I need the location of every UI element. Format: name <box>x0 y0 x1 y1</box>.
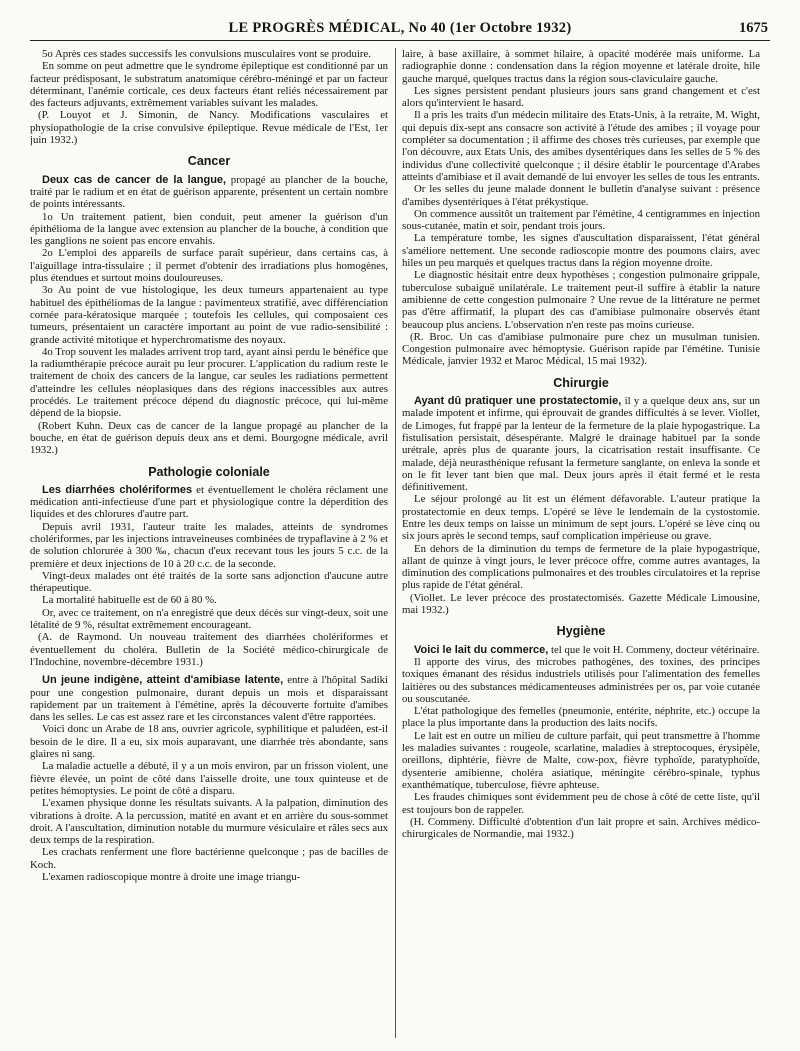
paragraph: En somme on peut admettre que le syndrome épileptique est conditionné par un facteur prédisposant, le substratum anatomique cérébro-méningé et par un facteur déterminant, l'anémie corticale, ces deux facteurs étant reliés nécessairement par des facteurs adjuvants, extrêmement variables suivant les malades. <box>30 60 388 110</box>
paragraph: Les crachats renferment une flore bactérienne quelconque ; pas de bacilles de Koch. <box>30 846 388 871</box>
paragraph-text: tel que le voit H. Commeny, docteur vétérinaire. <box>551 643 760 656</box>
paragraph: 4o Trop souvent les malades arrivent trop tard, ayant ainsi perdu le bénéfice que la radiumthérapie précoce aurait pu leur procurer. L'application du radium reste le traitement de choix des cancers de la langue, car seules les radiations permettent d'atteindre les cellules néoplasiques dans des régions inaccessibles aux autres procédés. Le traitement précoce dépend du diagnostic précoce, qui lui-même dépend de la biopsie. <box>30 345 388 420</box>
running-header <box>30 18 770 41</box>
paragraph-text: propagé au plancher de la bouche, traité par le radium et en état de guérison apparente, présentent un certain nombre de points intéressants. <box>30 173 388 211</box>
paragraph: En dehors de la diminution du temps de fermeture de la plaie hypogastrique, allant de quinze à vingt jours, le lever précoce offre, comme autres avantages, la diminution des complications pulmonaires et des troubles circulatoires et la reprise plus rapide de l'état général. <box>402 542 760 592</box>
citation: (Robert Kuhn. Deux cas de cancer de la langue propagé au plancher de la bouche, en état de guérison depuis deux ans et demi. Bourgogne médicale, avril 1932.) <box>30 419 388 457</box>
paragraph: La maladie actuelle a débuté, il y a un mois environ, par un frisson violent, une fièvre élevée, un point de côté dans l'aisselle droite, une toux quinteuse et de petites hémoptysies. Le point de côté a disparu. <box>30 760 388 797</box>
paragraph: Les signes persistent pendant plusieurs jours sans grand changement et c'est alors qu'intervient le hasard. <box>402 84 760 110</box>
two-column-body <box>30 48 770 1038</box>
lead-phrase: Deux cas de cancer de la langue, <box>42 173 227 186</box>
paragraph: Le diagnostic hésitait entre deux hypothèses ; congestion pulmonaire grippale, tuberculose subaiguë unilatérale. Le traitement peut-il suffire à établir la nature amibienne de cette congestion pulmonaire ? Une revue de la littérature ne permet pas d'être affirmatif, la plupart des cas d'amibiase pulmonaire observés étant beaucoup plus anciens. L'observation n'en reste pas moins curieuse. <box>402 269 760 331</box>
lead-phrase: Ayant dû pratiquer une prostatectomie, <box>414 395 622 408</box>
paragraph: Depuis avril 1931, l'auteur traite les malades, atteints de syndromes cholériformes, par les injections intraveineuses combinées de trypaflavine à 2 % et de solution chlorurée à 300 ‰, chacun d'eux recevant tous les jours 5 c.c. de la première et deux injections de 10 à 20 c.c. de la seconde. <box>30 520 388 570</box>
paragraph: Il apporte des virus, des microbes pathogènes, des toxines, des principes toxiques émanant des résidus industriels utilisés pour l'alimentation des femelles laitières ou des substances médicamenteuses administrées per os, par voie cutanée ou souscutanée. <box>402 655 760 705</box>
paragraph <box>30 484 388 521</box>
paragraph: La température tombe, les signes d'auscultation disparaissent, l'état général s'améliore nettement. Une seconde radioscopie montre des poumons clairs, avec hiles un peu marqués et quelques tractus dans la région moyenne droite. <box>402 232 760 270</box>
paragraph: Le lait est en outre un milieu de culture parfait, qui peut transmettre à l'homme les maladies suivantes : rougeole, scarlatine, maladies à streptocoques, érysipèle, oreillons, diphtérie, fièvre de Malte, cow-pox, fièvre typhoïde, paratyphoïde, dysenterie amibienne, choléra asiatique, méningite cérébro-spinale, typhus exanthématique, tuberculose, fièvre aphteuse. <box>402 729 760 791</box>
paragraph: Il a pris les traits d'un médecin militaire des Etats-Unis, à la retraite, M. Wight, qui depuis dix-sept ans consacre son activité à l'étude des amibes ; il voyage pour compléter sa documentation ; il affirme des choses très curieuses, par exemple que l'on découvre, aux Etats Unis, des amibes dysentériques dans les selles de 5 % des individus d'une collectivité quelconque ; il désire établir le pourcentage d'Arabes atteints d'amibiase et il avait demandé de lui envoyer les selles de tous les entrants. <box>402 109 760 183</box>
citation: (A. de Raymond. Un nouveau traitement des diarrhées cholériformes et éventuellement du choléra. Bulletin de la Société médico-chirurgicale de l'Indochine, novembre-décembre 1931.) <box>30 631 388 668</box>
left-column <box>30 48 388 1038</box>
section-heading-chirurgie: Chirurgie <box>553 375 609 390</box>
paragraph: On commence aussitôt un traitement par l'émétine, 4 centigrammes en injection sous-cutanée, matin et soir, pendant trois jours. <box>402 207 760 233</box>
paragraph: Les fraudes chimiques sont évidemment peu de chose à côté de cette liste, qu'il est toujours bon de rappeler. <box>402 791 760 816</box>
paragraph: 3o Au point de vue histologique, les deux tumeurs appartenaient au type habituel des épithéliomas de la langue : pavimenteux stratifié, avec différenciation cornée para-kératosique marquée ; toutefois les cellules, qui composaient ces tumeurs, présentaient un caractère important au point de vue radio-sensibilité : grande activité mitotique et hyperchromatisme des noyaux. <box>30 284 388 346</box>
paragraph <box>30 674 388 723</box>
paragraph: 2o L'emploi des appareils de surface paraît supérieur, dans certains cas, à l'aiguillage intra-tissulaire ; il permet d'obtenir des irradiations plus homogènes, plus étendues et surtout moins douloureuses. <box>30 247 388 285</box>
citation: (P. Louyot et J. Simonin, de Nancy. Modifications vasculaires et physiopathologie de la crise convulsive épileptique. Revue médicale de l'Est, 1er juin 1932.) <box>30 109 388 147</box>
paragraph-text: et éventuellement le choléra réclament une médication anti-infectieuse d'une part et physiologique contre la déperdition des liquides et des chlorures d'autre part. <box>30 483 388 521</box>
lead-phrase: Les diarrhées cholériformes <box>42 483 193 496</box>
page-number: 1675 <box>739 20 768 36</box>
paragraph <box>402 644 760 656</box>
section-heading-hygiene: Hygiène <box>556 624 606 639</box>
citation: (Viollet. Le lever précoce des prostatectomisés. Gazette Médicale Limousine, mai 1932.) <box>402 591 760 617</box>
paragraph: L'état pathologique des femelles (pneumonie, entérite, néphrite, etc.) occupe la place la plus importante dans la production des laits nocifs. <box>402 705 760 730</box>
section-heading-cancer: Cancer <box>187 154 231 169</box>
lead-phrase: Voici le lait du commerce, <box>414 643 549 656</box>
paragraph: L'examen radioscopique montre à droite une image triangu- <box>42 871 301 883</box>
paragraph: 1o Un traitement patient, bien conduit, peut amener la guérison d'un épithélioma de la langue avec extension au plancher de la bouche, à condition que les ganglions ne soient pas encore envahis. <box>30 210 388 248</box>
journal-title: LE PROGRÈS MÉDICAL, No 40 (1er Octobre 1932) <box>228 20 572 36</box>
paragraph <box>30 174 388 211</box>
paragraph: Le séjour prolongé au lit est un élément défavorable. L'auteur pratique la prostatectomie en deux temps. L'opéré se lève le lendemain de la cystostomie. Entre les deux temps on laisse un minimum de sept jours. L'opéré se lève cinq ou six jours après le second temps, sauf complication impérieuse ou grave. <box>402 493 760 543</box>
paragraph: laire, à base axillaire, à sommet hilaire, à opacité modérée mais uniforme. La radiographie donne : condensation dans la région moyenne et latérale droite, hile gauche marqué, quelques tractus dans la région sous-claviculaire gauche. <box>402 48 760 85</box>
lead-phrase: Un jeune indigène, atteint d'amibiase latente, <box>42 674 284 687</box>
paragraph: 5o Après ces stades successifs les convulsions musculaires vont se produire. <box>42 48 371 60</box>
paragraph-text: il y a quelque deux ans, sur un malade impotent et infirme, qui éprouvait de grandes difficultés à se lever. Viollet, de Limoges, fut frappé par la lenteur de la fermeture de la plaie hypogastrique. La fistulisation persistait, désespérante. Malgré le drainage habituel par la sonde urétrale, après plus de quarante jours, la cicatrisation restait insuffisante. Ce malade, déjà neurasthénique refusant la fermeture sanglante, on enleva la sonde et on le fit lever tant bien que mal. Deux jours après il était fermé et le resta définitivement. <box>402 395 760 494</box>
paragraph: Or, avec ce traitement, on n'a enregistré que deux décès sur vingt-deux, soit une létalité de 9 %, résultat extrêmement encourageant. <box>30 606 388 632</box>
paragraph: Voici donc un Arabe de 18 ans, ouvrier agricole, syphilitique et paludéen, est-il besoin de le dire. Il a eu, six mois auparavant, une diarrhée très abondante, sans glaires ni sang. <box>30 723 388 761</box>
right-column <box>402 48 760 1038</box>
column-divider <box>395 48 396 1038</box>
paragraph-text: entre à l'hôpital Sadiki pour une congestion pulmonaire, durant depuis un mois et disparaissant rapidement par un traitement à l'émétine, après la découverte fortuite d'amibes dans les selles. Le cas est assez rare et les circonstances valent d'être rapportées. <box>30 674 388 724</box>
paragraph: L'examen physique donne les résultats suivants. A la palpation, diminution des vibrations à droite. A la percussion, matité en avant et en arrière du sous-sommet droit. A l'auscultation, diminution notable du murmure vésiculaire et râles secs aux deux temps de la respiration. <box>30 797 388 847</box>
citation: (R. Broc. Un cas d'amibiase pulmonaire pure chez un musulman tunisien. Congestion pulmonaire avec hémoptysie. Guérison rapide par l'émétine. Tunisie Médicale, janvier 1932 et Maroc Médical, 15 mai 1932). <box>402 330 760 368</box>
paragraph <box>402 395 760 493</box>
citation: (H. Commeny. Difficulté d'obtention d'un lait propre et sain. Archives médico-chirurgicales de Normandie, mai 1932.) <box>402 815 760 841</box>
paragraph: Or les selles du jeune malade donnent le bulletin d'analyse suivant : présence d'amibes dysentériques à l'état prékystique. <box>402 183 760 208</box>
paragraph: Vingt-deux malades ont été traités de la sorte sans adjonction d'aucune autre thérapeutique. <box>30 569 388 595</box>
section-heading-pathologie: Pathologie coloniale <box>148 464 270 479</box>
paragraph: La mortalité habituelle est de 60 à 80 %. <box>42 594 217 607</box>
